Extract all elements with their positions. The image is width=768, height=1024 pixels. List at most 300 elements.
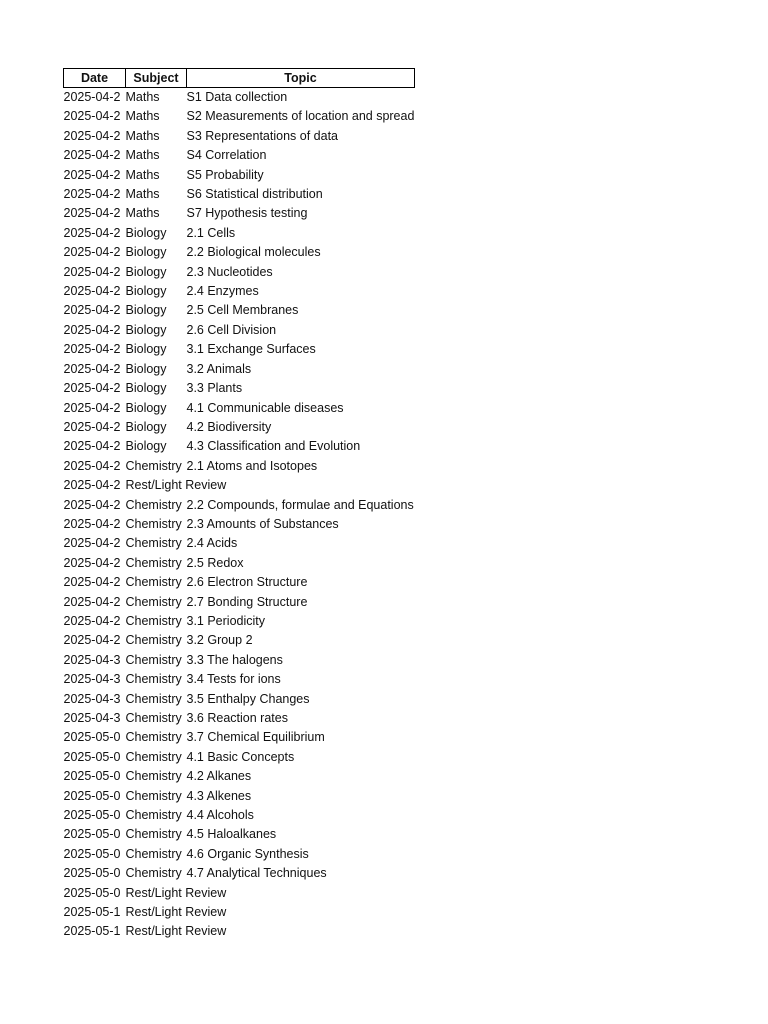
subject-cell-text: Biology xyxy=(125,284,167,299)
date-cell-text: 2025-04-2 xyxy=(63,497,121,512)
topic-cell xyxy=(187,263,415,282)
topic-cell xyxy=(187,418,415,437)
topic-cell xyxy=(187,107,415,126)
date-cell-text: 2025-05-0 xyxy=(63,769,121,784)
table-row xyxy=(64,224,415,243)
date-cell xyxy=(64,864,126,883)
date-cell-text: 2025-04-3 xyxy=(63,652,121,667)
subject-cell xyxy=(126,515,187,534)
subject-cell-text: Maths xyxy=(125,128,160,143)
topic-cell-text: 4.3 Classification and Evolution xyxy=(186,439,361,454)
subject-cell-text: Biology xyxy=(125,264,167,279)
date-cell-text: 2025-05-1 xyxy=(63,924,121,939)
date-cell xyxy=(64,340,126,359)
subject-cell xyxy=(126,166,187,185)
header-subject: Subject xyxy=(126,69,187,88)
subject-cell-text: Biology xyxy=(125,225,167,240)
date-cell xyxy=(64,301,126,320)
table-row xyxy=(64,243,415,262)
revision-schedule-sheet xyxy=(63,68,415,942)
subject-cell-text: Chemistry xyxy=(125,458,182,473)
date-cell-text: 2025-04-2 xyxy=(63,167,121,182)
date-cell xyxy=(64,457,126,476)
subject-cell-text: Rest/Light Review xyxy=(125,478,227,493)
subject-cell xyxy=(126,728,187,747)
date-cell-text: 2025-05-0 xyxy=(63,788,121,803)
topic-cell-text: 2.2 Biological molecules xyxy=(186,245,321,260)
date-cell xyxy=(64,127,126,146)
topic-cell xyxy=(187,573,415,592)
date-cell xyxy=(64,787,126,806)
subject-cell xyxy=(125,922,227,941)
topic-cell xyxy=(187,593,415,612)
table-row xyxy=(64,709,415,728)
subject-cell xyxy=(126,767,187,786)
subject-cell-text: Chemistry xyxy=(125,613,182,628)
topic-cell xyxy=(187,690,415,709)
topic-cell-text: 2.6 Electron Structure xyxy=(186,575,308,590)
subject-cell xyxy=(126,806,187,825)
table-row xyxy=(64,496,415,515)
table-row xyxy=(64,340,415,359)
topic-cell-text: S2 Measurements of location and spread xyxy=(186,109,415,124)
table-row xyxy=(64,612,415,631)
date-cell xyxy=(64,418,126,437)
topic-cell-text: 3.6 Reaction rates xyxy=(186,711,288,725)
topic-cell-text: 2.6 Cell Division xyxy=(186,322,277,337)
date-cell xyxy=(64,825,126,844)
table-row xyxy=(64,282,415,301)
subject-cell xyxy=(126,845,187,864)
table-row xyxy=(64,476,415,495)
subject-cell-text: Chemistry xyxy=(125,711,182,725)
subject-cell-text: Biology xyxy=(125,419,167,434)
subject-cell-text: Chemistry xyxy=(125,575,182,590)
topic-cell xyxy=(187,185,415,204)
topic-cell-text: 3.7 Chemical Equilibrium xyxy=(186,730,325,745)
topic-cell xyxy=(187,670,415,689)
table-row xyxy=(64,806,415,825)
subject-cell xyxy=(126,670,187,689)
date-cell xyxy=(64,670,126,689)
date-cell xyxy=(64,767,126,786)
topic-cell-text: S4 Correlation xyxy=(186,148,267,163)
table-row xyxy=(64,593,415,612)
topic-cell-text: 3.4 Tests for ions xyxy=(186,672,281,687)
table-row xyxy=(64,263,415,282)
date-cell xyxy=(64,515,126,534)
date-cell-text: 2025-05-0 xyxy=(63,885,121,900)
date-cell xyxy=(64,496,126,515)
subject-cell-text: Biology xyxy=(125,400,167,415)
table-row xyxy=(64,437,415,456)
subject-cell xyxy=(126,301,187,320)
topic-cell xyxy=(187,224,415,243)
subject-cell xyxy=(126,185,187,204)
subject-cell xyxy=(126,787,187,806)
subject-cell-text: Biology xyxy=(125,322,167,337)
date-cell xyxy=(64,243,126,262)
topic-cell-text: 2.7 Bonding Structure xyxy=(186,594,308,609)
date-cell xyxy=(64,612,126,631)
date-cell-text: 2025-04-2 xyxy=(63,264,121,279)
subject-cell-text: Chemistry xyxy=(125,846,182,861)
table-row xyxy=(64,515,415,534)
topic-cell xyxy=(187,651,415,670)
topic-cell-text: 2.4 Acids xyxy=(186,536,238,551)
subject-cell xyxy=(126,418,187,437)
date-cell xyxy=(64,534,126,553)
date-cell-text: 2025-04-2 xyxy=(63,361,121,376)
subject-cell-text: Maths xyxy=(125,148,160,163)
date-cell xyxy=(64,360,126,379)
subject-cell-text: Biology xyxy=(125,342,167,357)
topic-cell xyxy=(187,301,415,320)
table-row xyxy=(64,631,415,650)
table-body xyxy=(64,88,415,942)
topic-cell-text: 3.1 Exchange Surfaces xyxy=(186,342,316,357)
subject-cell xyxy=(126,457,187,476)
date-cell-text: 2025-05-0 xyxy=(63,749,121,764)
topic-cell xyxy=(187,709,415,728)
date-cell xyxy=(64,263,126,282)
topic-cell xyxy=(187,437,415,456)
topic-cell xyxy=(187,554,415,573)
date-cell-text: 2025-04-2 xyxy=(63,594,121,609)
topic-cell xyxy=(187,204,415,223)
date-cell xyxy=(64,709,126,728)
date-cell-text: 2025-04-2 xyxy=(63,555,121,570)
date-cell xyxy=(64,185,126,204)
topic-cell-text: S6 Statistical distribution xyxy=(186,187,323,202)
topic-cell xyxy=(187,728,415,747)
topic-cell xyxy=(187,864,415,883)
subject-cell-text: Chemistry xyxy=(125,827,182,842)
table-row xyxy=(64,534,415,553)
subject-cell xyxy=(126,282,187,301)
subject-cell-text: Rest/Light Review xyxy=(125,924,227,939)
subject-cell xyxy=(126,437,187,456)
topic-cell xyxy=(187,243,415,262)
topic-cell xyxy=(187,631,415,650)
date-cell-text: 2025-04-2 xyxy=(63,381,121,396)
subject-cell-text: Chemistry xyxy=(125,672,182,687)
date-cell xyxy=(64,884,126,903)
date-cell xyxy=(64,554,126,573)
date-cell-text: 2025-04-3 xyxy=(63,691,121,706)
date-cell-text: 2025-04-2 xyxy=(63,322,121,337)
date-cell-text: 2025-04-2 xyxy=(63,478,121,493)
topic-cell-text: 4.1 Communicable diseases xyxy=(186,400,344,415)
date-cell-text: 2025-04-2 xyxy=(63,342,121,357)
subject-cell-text: Maths xyxy=(125,206,160,221)
date-cell xyxy=(64,690,126,709)
topic-cell xyxy=(187,166,415,185)
topic-cell-text: 4.2 Biodiversity xyxy=(186,419,272,434)
date-cell-text: 2025-04-2 xyxy=(63,303,121,318)
date-cell xyxy=(64,922,126,941)
subject-cell-text: Maths xyxy=(125,90,160,104)
date-cell-text: 2025-05-0 xyxy=(63,730,121,745)
date-cell-text: 2025-05-0 xyxy=(63,827,121,842)
topic-cell xyxy=(187,806,415,825)
date-cell-text: 2025-04-3 xyxy=(63,672,121,687)
subject-cell xyxy=(126,651,187,670)
table-row xyxy=(64,922,415,941)
date-cell xyxy=(64,651,126,670)
subject-cell-text: Maths xyxy=(125,187,160,202)
table-row xyxy=(64,360,415,379)
subject-cell xyxy=(126,340,187,359)
topic-cell xyxy=(187,787,415,806)
date-cell-text: 2025-04-2 xyxy=(63,575,121,590)
topic-cell-text: 3.5 Enthalpy Changes xyxy=(186,691,310,706)
subject-cell xyxy=(126,573,187,592)
subject-cell-text: Rest/Light Review xyxy=(125,905,227,920)
topic-cell-text: 4.6 Organic Synthesis xyxy=(186,846,309,861)
topic-cell-text: 4.2 Alkanes xyxy=(186,769,252,784)
date-cell-text: 2025-04-2 xyxy=(63,613,121,628)
subject-cell xyxy=(125,884,227,903)
table-row xyxy=(64,554,415,573)
subject-cell-text: Rest/Light Review xyxy=(125,885,227,900)
date-cell-text: 2025-04-2 xyxy=(63,633,121,648)
subject-cell-text: Maths xyxy=(125,167,160,182)
topic-cell-text: 2.1 Cells xyxy=(186,225,236,240)
subject-cell xyxy=(126,127,187,146)
date-cell xyxy=(64,573,126,592)
subject-cell xyxy=(126,146,187,165)
date-cell-text: 2025-04-2 xyxy=(63,458,121,473)
header-row xyxy=(64,69,415,88)
date-cell xyxy=(64,728,126,747)
table-row xyxy=(64,418,415,437)
subject-cell xyxy=(126,709,187,728)
table-row xyxy=(64,573,415,592)
topic-cell-text: 4.4 Alcohols xyxy=(186,808,254,823)
topic-cell-text: 2.5 Cell Membranes xyxy=(186,303,299,318)
subject-cell-text: Chemistry xyxy=(125,536,182,551)
date-cell-text: 2025-04-2 xyxy=(63,400,121,415)
revision-schedule-table xyxy=(63,68,415,942)
subject-cell xyxy=(126,204,187,223)
topic-cell xyxy=(187,379,415,398)
subject-cell-text: Chemistry xyxy=(125,866,182,881)
topic-cell-text: S5 Probability xyxy=(186,167,264,182)
topic-cell-text: S3 Representations of data xyxy=(186,128,338,143)
topic-cell-text: 3.3 The halogens xyxy=(186,652,283,667)
date-cell-text: 2025-04-2 xyxy=(63,128,121,143)
date-cell-text: 2025-04-3 xyxy=(63,711,121,725)
table-row xyxy=(64,457,415,476)
subject-cell-text: Chemistry xyxy=(125,749,182,764)
topic-cell xyxy=(187,340,415,359)
date-cell xyxy=(64,107,126,126)
table-row xyxy=(64,321,415,340)
subject-cell-text: Biology xyxy=(125,361,167,376)
subject-cell-text: Biology xyxy=(125,245,167,260)
subject-cell-text: Chemistry xyxy=(125,691,182,706)
date-cell xyxy=(64,166,126,185)
date-cell-text: 2025-04-2 xyxy=(63,148,121,163)
subject-cell-text: Chemistry xyxy=(125,769,182,784)
date-cell-text: 2025-04-2 xyxy=(63,439,121,454)
subject-cell-text: Chemistry xyxy=(125,730,182,745)
subject-cell xyxy=(126,534,187,553)
topic-cell xyxy=(187,612,415,631)
topic-cell xyxy=(187,127,415,146)
date-cell xyxy=(64,88,126,108)
subject-cell-text: Biology xyxy=(125,439,167,454)
topic-cell xyxy=(187,146,415,165)
date-cell-text: 2025-04-2 xyxy=(63,245,121,260)
topic-cell-text: 3.2 Animals xyxy=(186,361,252,376)
date-cell xyxy=(64,437,126,456)
topic-cell-text: 2.4 Enzymes xyxy=(186,284,259,299)
topic-cell xyxy=(187,457,415,476)
subject-cell xyxy=(126,748,187,767)
date-cell-text: 2025-04-2 xyxy=(63,536,121,551)
subject-cell-text: Chemistry xyxy=(125,808,182,823)
topic-cell-text: 3.3 Plants xyxy=(186,381,243,396)
table-row xyxy=(64,864,415,883)
table-row xyxy=(64,399,415,418)
topic-cell xyxy=(187,767,415,786)
subject-cell xyxy=(126,379,187,398)
topic-cell xyxy=(187,399,415,418)
date-cell-text: 2025-04-2 xyxy=(63,419,121,434)
topic-cell xyxy=(187,321,415,340)
topic-cell-text: 2.5 Redox xyxy=(186,555,244,570)
date-cell-text: 2025-05-1 xyxy=(63,905,121,920)
date-cell-text: 2025-04-2 xyxy=(63,516,121,531)
subject-cell xyxy=(126,360,187,379)
table-row xyxy=(64,166,415,185)
topic-cell-text: 2.3 Amounts of Substances xyxy=(186,516,339,531)
date-cell xyxy=(64,399,126,418)
subject-cell-text: Chemistry xyxy=(125,652,182,667)
date-cell xyxy=(64,146,126,165)
topic-cell-text: S7 Hypothesis testing xyxy=(186,206,308,221)
date-cell xyxy=(64,476,126,495)
table-row xyxy=(64,379,415,398)
subject-cell xyxy=(126,593,187,612)
table-row xyxy=(64,787,415,806)
subject-cell xyxy=(126,554,187,573)
date-cell-text: 2025-05-0 xyxy=(63,866,121,881)
subject-cell-text: Chemistry xyxy=(125,594,182,609)
topic-cell-text: 3.1 Periodicity xyxy=(186,613,266,628)
topic-cell-text: 2.2 Compounds, formulae and Equations xyxy=(186,497,414,512)
topic-cell-text: 3.2 Group 2 xyxy=(186,633,253,648)
subject-cell xyxy=(126,825,187,844)
topic-cell xyxy=(187,360,415,379)
topic-cell-text: 4.1 Basic Concepts xyxy=(186,749,295,764)
date-cell-text: 2025-04-2 xyxy=(63,187,121,202)
date-cell xyxy=(64,321,126,340)
subject-cell-text: Chemistry xyxy=(125,788,182,803)
date-cell-text: 2025-04-2 xyxy=(63,90,121,104)
subject-cell xyxy=(126,243,187,262)
subject-cell xyxy=(126,321,187,340)
subject-cell-text: Chemistry xyxy=(125,497,182,512)
subject-cell xyxy=(126,107,187,126)
date-cell xyxy=(64,631,126,650)
date-cell xyxy=(64,224,126,243)
date-cell xyxy=(64,204,126,223)
topic-cell xyxy=(187,88,415,108)
date-cell xyxy=(64,282,126,301)
subject-cell-text: Chemistry xyxy=(125,555,182,570)
subject-cell-text: Chemistry xyxy=(125,516,182,531)
subject-cell xyxy=(125,476,227,495)
header-topic: Topic xyxy=(187,69,415,88)
table-row xyxy=(64,651,415,670)
date-cell-text: 2025-04-2 xyxy=(63,206,121,221)
date-cell-text: 2025-05-0 xyxy=(63,846,121,861)
table-row xyxy=(64,845,415,864)
subject-cell xyxy=(126,864,187,883)
table-row xyxy=(64,728,415,747)
table-row xyxy=(64,204,415,223)
table-row xyxy=(64,146,415,165)
topic-cell-text: S1 Data collection xyxy=(186,90,288,104)
date-cell-text: 2025-04-2 xyxy=(63,109,121,124)
topic-cell xyxy=(187,515,415,534)
table-row xyxy=(64,825,415,844)
topic-cell xyxy=(187,825,415,844)
table-row xyxy=(64,690,415,709)
subject-cell xyxy=(126,612,187,631)
subject-cell-text: Chemistry xyxy=(125,633,182,648)
topic-cell xyxy=(187,748,415,767)
subject-cell xyxy=(126,88,187,108)
topic-cell-text: 2.3 Nucleotides xyxy=(186,264,273,279)
subject-cell xyxy=(126,224,187,243)
topic-cell xyxy=(187,282,415,301)
subject-cell-text: Biology xyxy=(125,303,167,318)
table-row xyxy=(64,88,415,108)
subject-cell xyxy=(126,263,187,282)
header-date: Date xyxy=(64,69,126,88)
table-row xyxy=(64,185,415,204)
table-row xyxy=(64,767,415,786)
topic-cell xyxy=(187,534,415,553)
table-row xyxy=(64,748,415,767)
table-row xyxy=(64,301,415,320)
table-row xyxy=(64,127,415,146)
topic-cell-text: 2.1 Atoms and Isotopes xyxy=(186,458,318,473)
subject-cell xyxy=(126,690,187,709)
date-cell xyxy=(64,593,126,612)
table-row xyxy=(64,107,415,126)
table-row xyxy=(64,884,415,903)
subject-cell-text: Biology xyxy=(125,381,167,396)
date-cell xyxy=(64,379,126,398)
subject-cell xyxy=(126,399,187,418)
date-cell xyxy=(64,903,126,922)
topic-cell xyxy=(187,845,415,864)
subject-cell xyxy=(126,631,187,650)
date-cell xyxy=(64,806,126,825)
date-cell xyxy=(64,845,126,864)
table-row xyxy=(64,903,415,922)
topic-cell-text: 4.3 Alkenes xyxy=(186,788,252,803)
date-cell xyxy=(64,748,126,767)
topic-cell-text: 4.7 Analytical Techniques xyxy=(186,866,327,881)
table-row xyxy=(64,670,415,689)
subject-cell xyxy=(126,496,187,515)
